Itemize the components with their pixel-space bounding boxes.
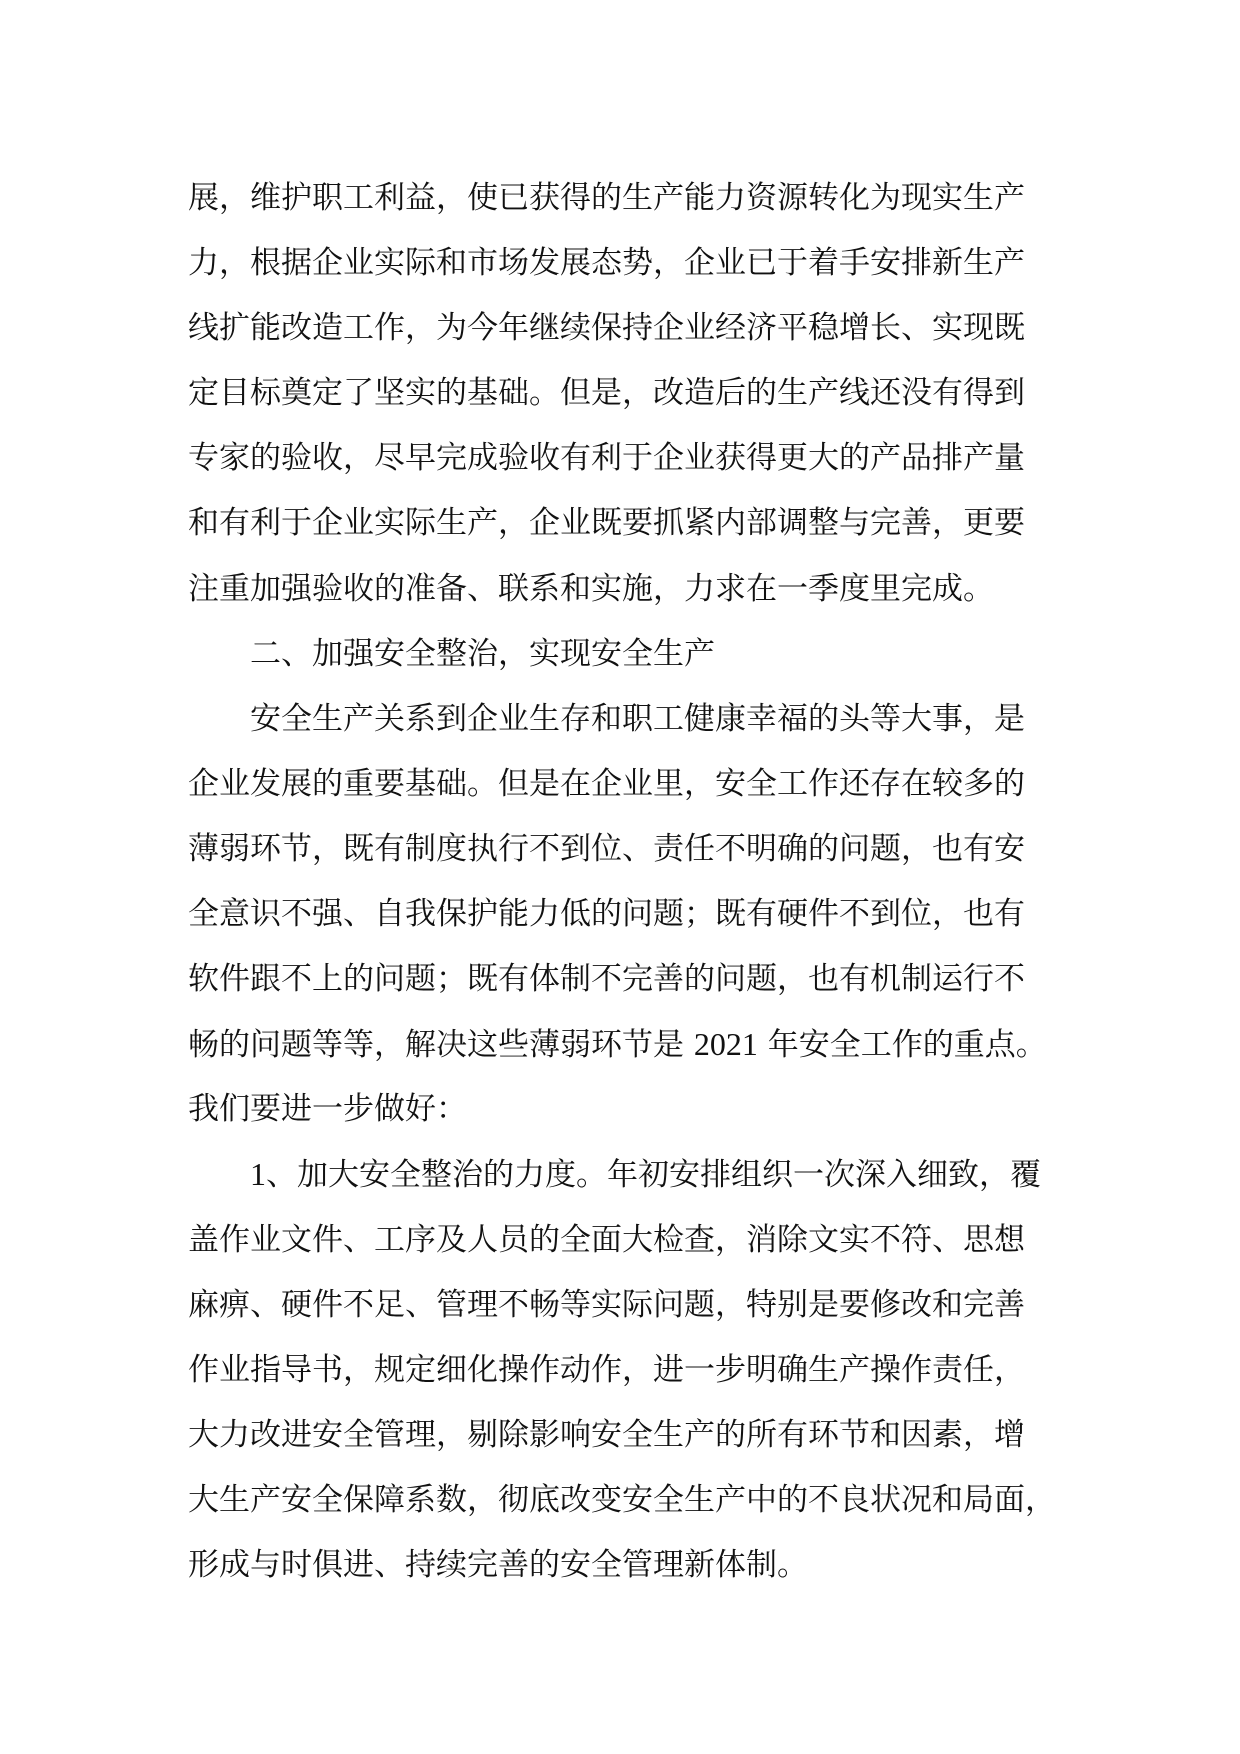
year-number: 2021 xyxy=(693,1026,758,1063)
text-line: 企业发展的重要基础。但是在企业里，安全工作还存在较多的 xyxy=(188,765,1025,802)
text-line: 力，根据企业实际和市场发展态势，企业已于着手安排新生产 xyxy=(188,245,1025,282)
text-line: 定目标奠定了坚实的基础。但是，改造后的生产线还没有得到 xyxy=(188,375,1025,412)
list-number: 1 xyxy=(250,1156,266,1193)
document-body xyxy=(188,166,1090,1598)
text-segment: 畅的问题等等，解决这些薄弱环节是 xyxy=(188,1027,684,1064)
text-line: 线扩能改造工作，为今年继续保持企业经济平稳增长、实现既 xyxy=(188,310,1025,347)
text-line: 展，维护职工利益，使已获得的生产能力资源转化为现实生产 xyxy=(188,180,1025,216)
text-segment: 、加大安全整治的力度。年初安排组织一次深入细致，覆 xyxy=(266,1157,1041,1194)
text-line: 全意识不强、自我保护能力低的问题；既有硬件不到位，也有 xyxy=(188,896,1025,933)
text-line: 作业指导书，规定细化操作动作，进一步明确生产操作责任， xyxy=(188,1351,1025,1388)
list-item xyxy=(188,1142,1090,1207)
text-line: 薄弱环节，既有制度执行不到位、责任不明确的问题，也有安 xyxy=(188,830,1025,867)
text-line: 专家的验收，尽早完成验收有利于企业获得更大的产品排产量 xyxy=(188,440,1025,477)
text-line: 我们要进一步做好： xyxy=(188,1091,467,1128)
text-line: 和有利于企业实际生产，企业既要抓紧内部调整与完善，更要 xyxy=(188,505,1025,542)
text-line xyxy=(188,1012,1090,1077)
section-heading: 二、加强安全整治，实现安全生产 xyxy=(250,635,715,672)
text-line: 形成与时俱进、持续完善的安全管理新体制。 xyxy=(188,1546,808,1583)
text-segment: 年安全工作的重点。 xyxy=(767,1027,1047,1064)
text-line: 注重加强验收的准备、联系和实施，力求在一季度里完成。 xyxy=(188,570,994,607)
text-line: 软件跟不上的问题；既有体制不完善的问题，也有机制运行不 xyxy=(188,961,1025,998)
text-line: 大生产安全保障系数，彻底改变安全生产中的不良状况和局面， xyxy=(188,1481,1056,1518)
text-line: 麻痹、硬件不足、管理不畅等实际问题，特别是要修改和完善 xyxy=(188,1286,1025,1323)
text-line: 安全生产关系到企业生存和职工健康幸福的头等大事，是 xyxy=(250,700,1025,737)
text-line: 盖作业文件、工序及人员的全面大检查，消除文实不符、思想 xyxy=(188,1221,1025,1258)
text-line: 大力改进安全管理，剔除影响安全生产的所有环节和因素，增 xyxy=(188,1416,1025,1453)
